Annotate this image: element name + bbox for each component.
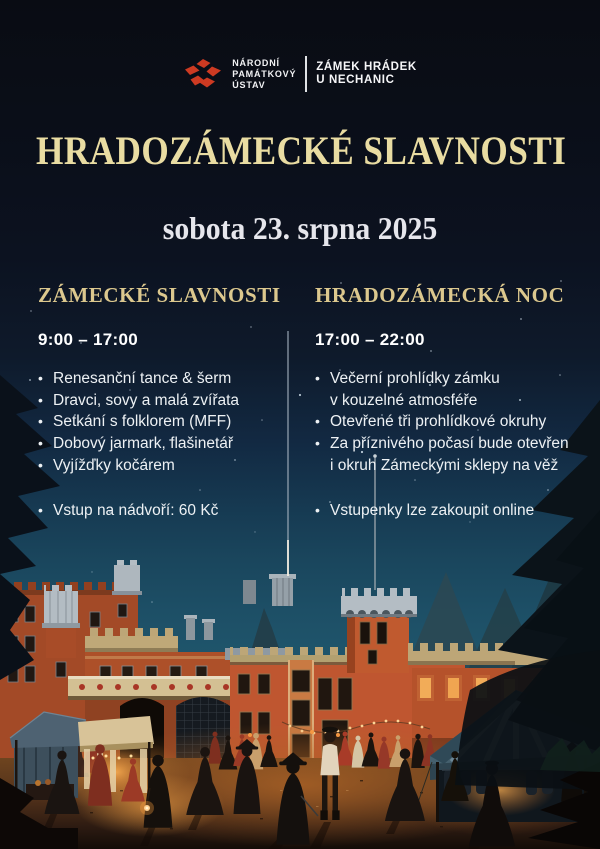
list-item-text: Otevřené tři prohlídkové okruhy	[330, 413, 547, 431]
list-item-text: Vyjížďky kočárem	[53, 456, 175, 474]
list-item	[38, 455, 280, 477]
org-line: PAMÁTKOVÝ	[232, 68, 297, 79]
poster-date: sobota 23. srpna 2025	[162, 210, 438, 246]
logo-group	[0, 56, 600, 92]
site-name	[316, 61, 416, 88]
npu-logo-icon	[183, 57, 223, 91]
bullet-dot: •	[38, 501, 43, 518]
org-name	[232, 58, 296, 91]
column-heading: HRADOZÁMECKÁ NOC	[315, 283, 565, 307]
list-item	[315, 433, 577, 476]
site-line: U NECHANIC	[316, 74, 395, 86]
list-item-text: Dobový jarmark, flašinetář	[53, 435, 234, 453]
list-item	[315, 411, 577, 433]
bullet-dot: •	[315, 501, 320, 518]
list-item-text: Vstup na nádvoří: 60 Kč	[53, 501, 219, 519]
org-line: ÚSTAV	[232, 79, 266, 90]
list-item	[315, 368, 577, 411]
bullet-dot: •	[315, 413, 320, 430]
bullet-dot: •	[315, 435, 320, 452]
list-item	[38, 411, 280, 433]
list-item-text: Setkání s folklorem (MFF)	[53, 413, 232, 431]
list-item	[38, 368, 280, 390]
column-heading: ZÁMECKÉ SLAVNOSTI	[38, 283, 281, 307]
bullet-dot: •	[38, 413, 43, 430]
list-item-text: Vstupenky lze zakoupit online	[330, 501, 535, 519]
program-column-night	[315, 282, 577, 521]
admission-note	[38, 500, 280, 522]
poster-title: HRADOZÁMECKÉ SLAVNOSTI	[36, 128, 567, 173]
list-item	[38, 433, 280, 455]
column-time: 17:00 – 22:00	[315, 330, 425, 349]
logo-divider	[305, 56, 307, 92]
bullet-dot: •	[38, 391, 43, 408]
list-item	[38, 500, 280, 522]
list-item-text: Renesanční tance & šerm	[53, 370, 232, 387]
site-line: ZÁMEK HRÁDEK	[316, 60, 417, 73]
bullet-dot: •	[38, 435, 43, 452]
list-item-text: Večerní prohlídky zámku v kouzelné atmosféře	[330, 370, 500, 409]
program-column-day	[38, 282, 280, 521]
bullet-dot: •	[38, 456, 43, 473]
list-item	[315, 500, 577, 522]
list-item-text: Za příznivého počasí bude otevřen i okruh Zámeckými sklepy na věž	[330, 435, 569, 474]
event-list	[315, 368, 577, 477]
org-line: NÁRODNÍ	[232, 57, 280, 68]
column-divider	[287, 331, 289, 540]
column-time: 9:00 – 17:00	[38, 330, 139, 349]
bullet-dot: •	[38, 370, 43, 386]
list-item	[38, 390, 280, 412]
tickets-note	[315, 500, 577, 522]
event-list	[38, 368, 280, 477]
bullet-dot: •	[315, 370, 320, 386]
stars-decoration	[0, 0, 2, 2]
list-item-text: Dravci, sovy a malá zvířata	[53, 391, 240, 409]
